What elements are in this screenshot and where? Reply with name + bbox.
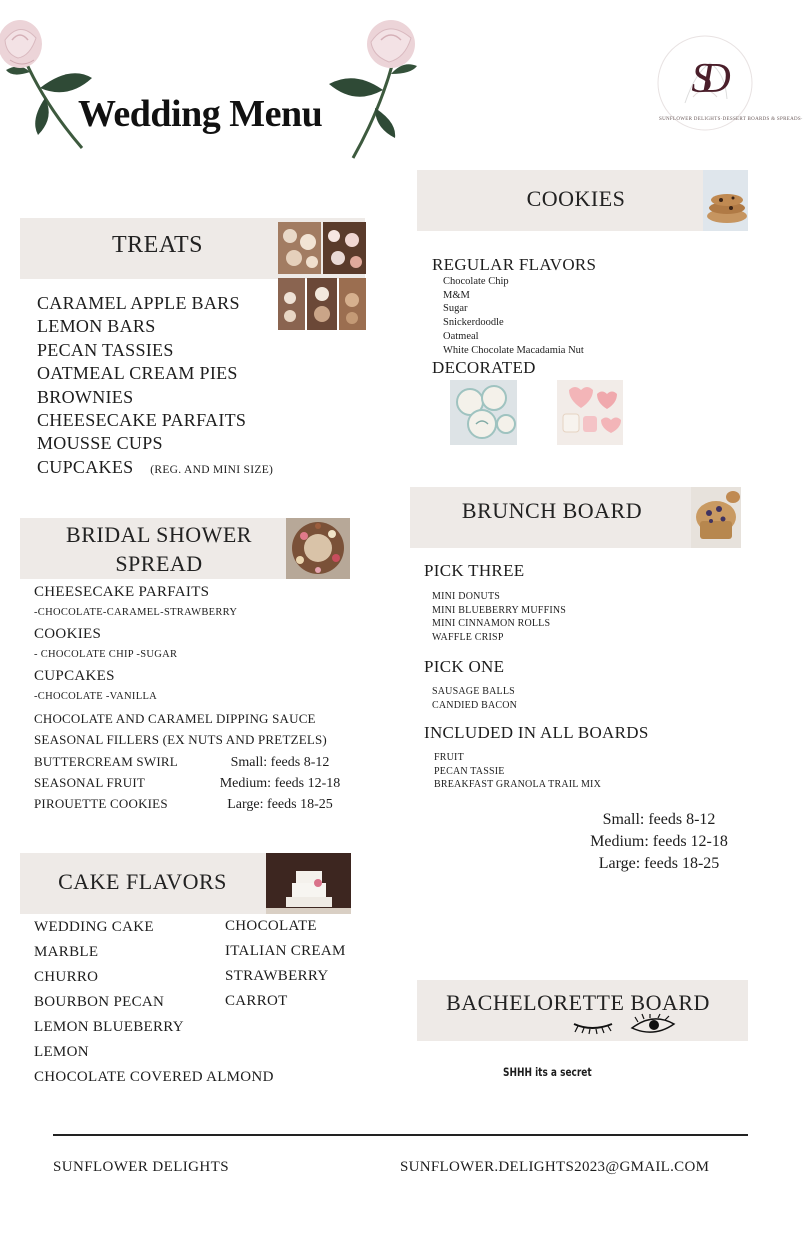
bridal-line: -CHOCOLATE -VANILLA bbox=[34, 691, 158, 702]
cupcakes-size-note: (REG. AND MINI SIZE) bbox=[150, 463, 274, 476]
brunch-title: BRUNCH BOARD bbox=[461, 498, 643, 523]
list-item: WAFFLE CRISP bbox=[432, 632, 504, 644]
bridal-extras bbox=[34, 751, 178, 814]
eyelash-left-icon bbox=[572, 1018, 614, 1034]
bridal-line: SEASONAL FILLERS (EX NUTS AND PRETZELS) bbox=[34, 732, 327, 747]
bridal-line: CHOCOLATE AND CARAMEL DIPPING SAUCE bbox=[34, 711, 316, 726]
included-list bbox=[434, 751, 601, 792]
bridal-line: CHEESECAKE PARFAITS bbox=[34, 584, 210, 600]
regular-flavors-heading: REGULAR FLAVORS bbox=[432, 255, 597, 274]
list-item: BREAKFAST GRANOLA TRAIL MIX bbox=[434, 779, 601, 791]
list-item: CHEESECAKE PARFAITS bbox=[37, 410, 247, 431]
list-item: BROWNIES bbox=[37, 386, 134, 407]
cookies-title: COOKIES bbox=[526, 186, 626, 211]
list-item: FRUIT bbox=[434, 752, 464, 763]
list-item: MINI BLUEBERRY MUFFINS bbox=[432, 604, 567, 616]
bridal-title-line1: BRIDAL SHOWER bbox=[66, 522, 252, 547]
footer-business-name: SUNFLOWER DELIGHTS bbox=[53, 1159, 229, 1175]
treats-list bbox=[37, 292, 273, 482]
bridal-line: CUPCAKES bbox=[34, 668, 115, 684]
size-large: Large: feeds 18-25 bbox=[227, 797, 333, 812]
bridal-extra: SEASONAL FRUIT bbox=[34, 775, 146, 790]
bachelorette-title: BACHELORETTE BOARD bbox=[446, 990, 710, 1015]
pick-three-heading: PICK THREE bbox=[424, 561, 525, 580]
list-item: Sugar bbox=[443, 303, 468, 315]
list-item: BOURBON PECAN bbox=[34, 994, 165, 1010]
list-item: MOUSSE CUPS bbox=[37, 433, 163, 454]
footer-email-link[interactable]: SUNFLOWER.DELIGHTS2023@GMAIL.COM bbox=[400, 1159, 710, 1175]
size-small: Small: feeds 8-12 bbox=[230, 755, 330, 770]
list-item: CHOCOLATE COVERED ALMOND bbox=[34, 1069, 274, 1085]
list-item: PECAN TASSIES bbox=[37, 339, 174, 360]
brunch-sizes bbox=[575, 809, 743, 875]
logo-ring-text: SUNFLOWER DELIGHTS·DESSERT BOARDS & SPREADS· bbox=[659, 117, 803, 122]
cake-right-list bbox=[225, 914, 346, 1014]
decorated-heading: DECORATED bbox=[432, 358, 536, 377]
list-item: Oatmeal bbox=[443, 330, 479, 342]
list-item: M&M bbox=[443, 289, 470, 301]
list-item: CHOCOLATE bbox=[225, 918, 317, 934]
list-item: CARAMEL APPLE BARS bbox=[37, 293, 240, 313]
decorated-cookies-photo-2 bbox=[557, 380, 623, 445]
brunch-photo bbox=[691, 487, 741, 548]
cake-photo bbox=[266, 853, 351, 914]
logo-monogram: SD bbox=[691, 56, 719, 102]
list-item: ITALIAN CREAM bbox=[225, 943, 346, 959]
bridal-line: - CHOCOLATE CHIP -SUGAR bbox=[34, 649, 178, 660]
list-item: Chocolate Chip bbox=[443, 276, 509, 287]
cake-title: CAKE FLAVORS bbox=[58, 869, 227, 894]
pick-one-list bbox=[432, 685, 517, 712]
included-heading: INCLUDED IN ALL BOARDS bbox=[424, 723, 649, 742]
rose-right-illustration bbox=[325, 10, 425, 160]
bridal-extra: BUTTERCREAM SWIRL bbox=[34, 754, 178, 769]
list-item: LEMON BARS bbox=[37, 316, 156, 337]
list-item: White Chocolate Macadamia Nut bbox=[443, 344, 584, 356]
list-item: Snickerdoodle bbox=[443, 317, 504, 329]
size-large: Large: feeds 18-25 bbox=[598, 855, 720, 872]
list-item: LEMON BLUEBERRY bbox=[34, 1019, 184, 1035]
list-item: CARROT bbox=[225, 993, 288, 1009]
list-item: CHURRO bbox=[34, 969, 99, 985]
pick-one-heading: PICK ONE bbox=[424, 657, 505, 676]
size-medium: Medium: feeds 12-18 bbox=[590, 833, 728, 850]
cookies-photo bbox=[703, 170, 748, 231]
list-item: WEDDING CAKE bbox=[34, 919, 154, 935]
bridal-sizes bbox=[200, 752, 360, 815]
cookie-flavors-list bbox=[443, 275, 584, 357]
bridal-title-line2: SPREAD bbox=[115, 551, 203, 576]
eye-open-icon bbox=[630, 1014, 676, 1036]
list-item: MARBLE bbox=[34, 944, 99, 960]
list-item: CANDIED BACON bbox=[432, 699, 518, 711]
page-title: Wedding Menu bbox=[78, 93, 323, 135]
list-item: STRAWBERRY bbox=[225, 968, 329, 984]
list-item: MINI CINNAMON ROLLS bbox=[432, 618, 551, 630]
treats-title: TREATS bbox=[111, 232, 203, 258]
list-item: SAUSAGE BALLS bbox=[432, 686, 515, 697]
size-small: Small: feeds 8-12 bbox=[602, 811, 716, 828]
cupcakes-label: CUPCAKES bbox=[37, 456, 134, 477]
treats-photo-collage bbox=[278, 222, 366, 330]
footer-divider bbox=[53, 1134, 748, 1136]
list-item bbox=[37, 456, 273, 482]
bridal-extra: PIROUETTE COOKIES bbox=[34, 796, 168, 811]
brand-logo bbox=[655, 33, 803, 133]
bachelorette-note: SHHH its a secret bbox=[503, 1065, 592, 1079]
bridal-photo bbox=[286, 518, 350, 579]
list-item: MINI DONUTS bbox=[432, 591, 501, 602]
list-item: PECAN TASSIE bbox=[434, 765, 505, 777]
pick-three-list bbox=[432, 590, 566, 645]
list-item: OATMEAL CREAM PIES bbox=[37, 363, 238, 384]
bridal-line: -CHOCOLATE-CARAMEL-STRAWBERRY bbox=[34, 607, 238, 618]
bridal-items bbox=[34, 582, 327, 750]
list-item: LEMON bbox=[34, 1044, 89, 1060]
size-medium: Medium: feeds 12-18 bbox=[219, 776, 341, 791]
bridal-line: COOKIES bbox=[34, 626, 102, 642]
decorated-cookies-photo-1 bbox=[450, 380, 517, 445]
